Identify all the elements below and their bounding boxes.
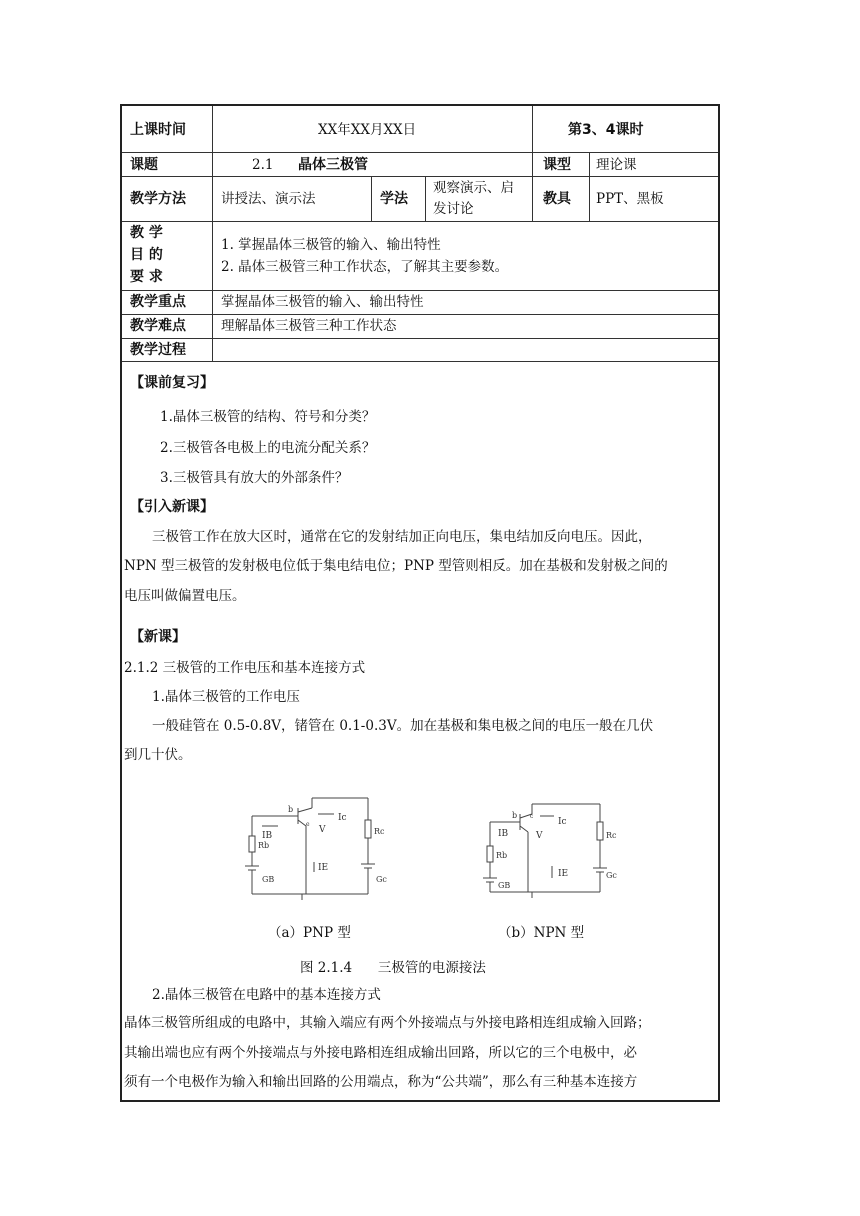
goal-item-2: 2. 晶体三极管三种工作状态，了解其主要参数。 bbox=[221, 259, 509, 275]
key-value: 掌握晶体三极管的输入、输出特性 bbox=[221, 294, 424, 310]
period-value: 第3、4课时 bbox=[568, 122, 644, 138]
difficulty-value: 理解晶体三极管三种工作状态 bbox=[221, 318, 397, 334]
subsection-2-title: 2.晶体三极管在电路中的基本连接方式 bbox=[152, 987, 381, 1003]
method-label: 教学方法 bbox=[130, 191, 186, 207]
learn-label: 学法 bbox=[380, 191, 408, 207]
caption-npn: （b）NPN 型 bbox=[498, 925, 585, 941]
npn-label-rc: Rc bbox=[606, 831, 617, 840]
goal-label-2: 目 的 bbox=[130, 247, 163, 263]
pnp-label-ib: IB bbox=[262, 831, 273, 841]
subsection-2-line-2: 其输出端也应有两个外接端点与外接电路相连组成输出回路，所以它的三个电极中，必 bbox=[124, 1045, 637, 1061]
pnp-label-rb: Rb bbox=[258, 841, 270, 850]
learn-value-line1: 观察演示、启 bbox=[433, 180, 514, 196]
npn-label-gb: GB bbox=[498, 881, 511, 890]
review-heading: 【课前复习】 bbox=[130, 375, 214, 391]
pnp-label-ie: IE bbox=[318, 863, 329, 873]
review-item-1: 1.晶体三极管的结构、符号和分类？ bbox=[160, 409, 376, 425]
type-label: 课型 bbox=[543, 157, 571, 173]
key-label: 教学重点 bbox=[130, 294, 186, 310]
caption-pnp: （a）PNP 型 bbox=[268, 925, 351, 941]
review-item-2: 2.三极管各电极上的电流分配关系？ bbox=[160, 440, 376, 456]
tool-label: 教具 bbox=[543, 191, 571, 207]
intro-line-3: 电压叫做偏置电压。 bbox=[124, 588, 246, 604]
npn-label-gc: Gc bbox=[606, 871, 617, 880]
pnp-circuit-diagram bbox=[242, 786, 387, 910]
review-item-3: 3.三极管具有放大的外部条件？ bbox=[160, 470, 349, 486]
learn-value-line2: 发讨论 bbox=[433, 201, 474, 217]
npn-label-v: V bbox=[536, 831, 543, 841]
figure-caption: 图 2.1.4 三极管的电源接法 bbox=[300, 960, 486, 976]
subsection-1-title: 1.晶体三极管的工作电压 bbox=[152, 689, 300, 705]
npn-circuit-diagram bbox=[482, 796, 624, 920]
npn-label-ie: IE bbox=[558, 869, 569, 879]
method-value: 讲授法、演示法 bbox=[221, 191, 316, 207]
intro-line-2: NPN 型三极管的发射极电位低于集电结电位；PNP 型管则相反。加在基极和发射极之间的 bbox=[124, 558, 668, 574]
subsection-1-line-1: 一般硅管在 0.5-0.8V，锗管在 0.1-0.3V。加在基极和集电极之间的电压一般在几伏 bbox=[152, 718, 654, 734]
pnp-label-v: V bbox=[319, 825, 326, 835]
section-title: 2.1.2 三极管的工作电压和基本连接方式 bbox=[124, 660, 366, 676]
type-value: 理论课 bbox=[596, 157, 637, 173]
pnp-label-gb: GB bbox=[262, 875, 275, 884]
subsection-2-line-3: 须有一个电极作为输入和输出回路的公用端点，称为“公共端”，那么有三种基本连接方 bbox=[124, 1074, 638, 1090]
process-label: 教学过程 bbox=[130, 342, 186, 358]
difficulty-label: 教学难点 bbox=[130, 318, 186, 334]
topic-label: 课题 bbox=[130, 157, 158, 173]
pnp-label-b: b bbox=[288, 805, 294, 814]
pnp-label-e: e bbox=[306, 821, 310, 828]
pnp-label-rc: Rc bbox=[374, 827, 385, 836]
new-lesson-heading: 【新课】 bbox=[130, 629, 186, 645]
goal-label-3: 要 求 bbox=[130, 269, 163, 285]
intro-heading: 【引入新课】 bbox=[130, 499, 214, 515]
npn-label-b: b bbox=[512, 811, 518, 820]
subsection-2-line-1: 晶体三极管所组成的电路中，其输入端应有两个外接端点与外接电路相连组成输入回路； bbox=[124, 1015, 651, 1031]
lesson-plan-sheet bbox=[120, 104, 720, 1102]
intro-line-1: 三极管工作在放大区时，通常在它的发射结加正向电压，集电结加反向电压。因此， bbox=[152, 529, 652, 545]
tool-value: PPT、黑板 bbox=[596, 191, 664, 207]
pnp-label-ic: Ic bbox=[338, 813, 347, 823]
npn-label-c: c bbox=[530, 813, 534, 820]
npn-label-rb: Rb bbox=[496, 851, 508, 860]
goal-label-1: 教 学 bbox=[130, 225, 163, 241]
topic-number: 2.1 bbox=[252, 157, 274, 173]
time-label: 上课时间 bbox=[130, 122, 186, 138]
npn-label-ic: Ic bbox=[558, 817, 567, 827]
subsection-1-line-2: 到几十伏。 bbox=[124, 747, 192, 763]
pnp-label-gc: Gc bbox=[376, 875, 387, 884]
npn-label-ib: IB bbox=[498, 829, 509, 839]
goal-item-1: 1. 掌握晶体三极管的输入、输出特性 bbox=[221, 237, 441, 253]
topic-value: 晶体三极管 bbox=[298, 157, 368, 173]
time-value: XX年XX月XX日 bbox=[318, 122, 417, 138]
